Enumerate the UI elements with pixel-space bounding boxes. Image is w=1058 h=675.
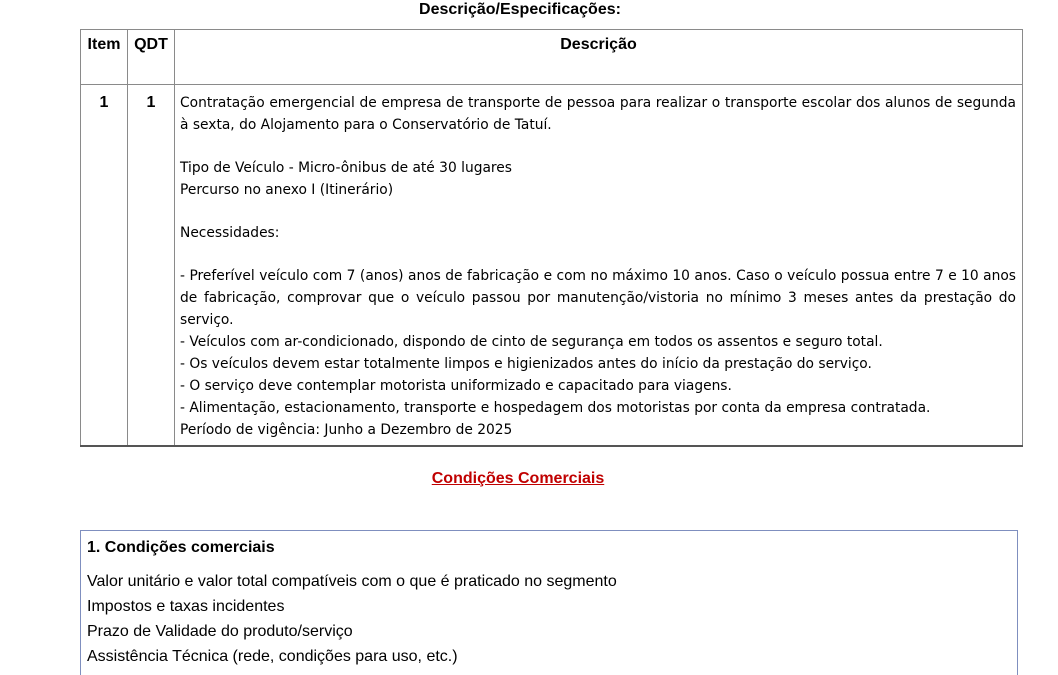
column-header-item: Item [81, 30, 128, 85]
condition-line: Valor unitário e valor total compatíveis com o que é praticado no segmento [87, 573, 617, 590]
table-row [81, 85, 1023, 447]
quantity-cell: 1 [128, 85, 175, 447]
requirement-item: - O serviço deve contemplar motorista uniformizado e capacitado para viagens. [180, 378, 732, 394]
section-heading: Descrição/Especificações: [419, 1, 621, 18]
description-paragraph: Contratação emergencial de empresa de transporte de pessoa para realizar o transporte escolar dos alunos de segunda à sexta, do Alojamento para o Conservatório de Tatuí. [180, 95, 1016, 133]
specification-table [80, 29, 1023, 447]
conditions-box-title: 1. Condições comerciais [87, 539, 275, 556]
requirement-item: - Alimentação, estacionamento, transporte e hospedagem dos motoristas por conta da empresa contratada. [180, 400, 931, 416]
validity-period-line: Período de vigência: Junho a Dezembro de 2025 [180, 422, 513, 438]
requirement-item: - Os veículos devem estar totalmente limpos e higienizados antes do início da prestação do serviço. [180, 356, 872, 372]
requirement-item: - Veículos com ar-condicionado, dispondo de cinto de segurança em todos os assentos e seguro total. [180, 334, 883, 350]
requirement-item: - Preferível veículo com 7 (anos) anos de fabricação e com no máximo 10 anos. Caso o veículo possua entre 7 e 10 anos de fabricação, comprovar que o veículo passou por manutenção/vistoria no mínimo 3 meses antes da prestação do serviço. [180, 268, 1016, 328]
item-number-cell: 1 [81, 85, 128, 447]
commercial-conditions-box [80, 530, 1018, 675]
condition-line: Assistência Técnica (rede, condições para uso, etc.) [87, 648, 458, 665]
table-header-row [81, 30, 1023, 85]
needs-label: Necessidades: [180, 225, 280, 241]
condition-line: Prazo de Validade do produto/serviço [87, 623, 353, 640]
vehicle-type-line: Tipo de Veículo - Micro-ônibus de até 30 lugares [180, 160, 512, 176]
description-cell [175, 85, 1023, 447]
column-header-descricao: Descrição [175, 30, 1023, 85]
commercial-conditions-title: Condições Comerciais [431, 470, 605, 487]
route-line: Percurso no anexo I (Itinerário) [180, 182, 394, 198]
column-header-qdt: QDT [128, 30, 175, 85]
condition-line: Impostos e taxas incidentes [87, 598, 285, 615]
